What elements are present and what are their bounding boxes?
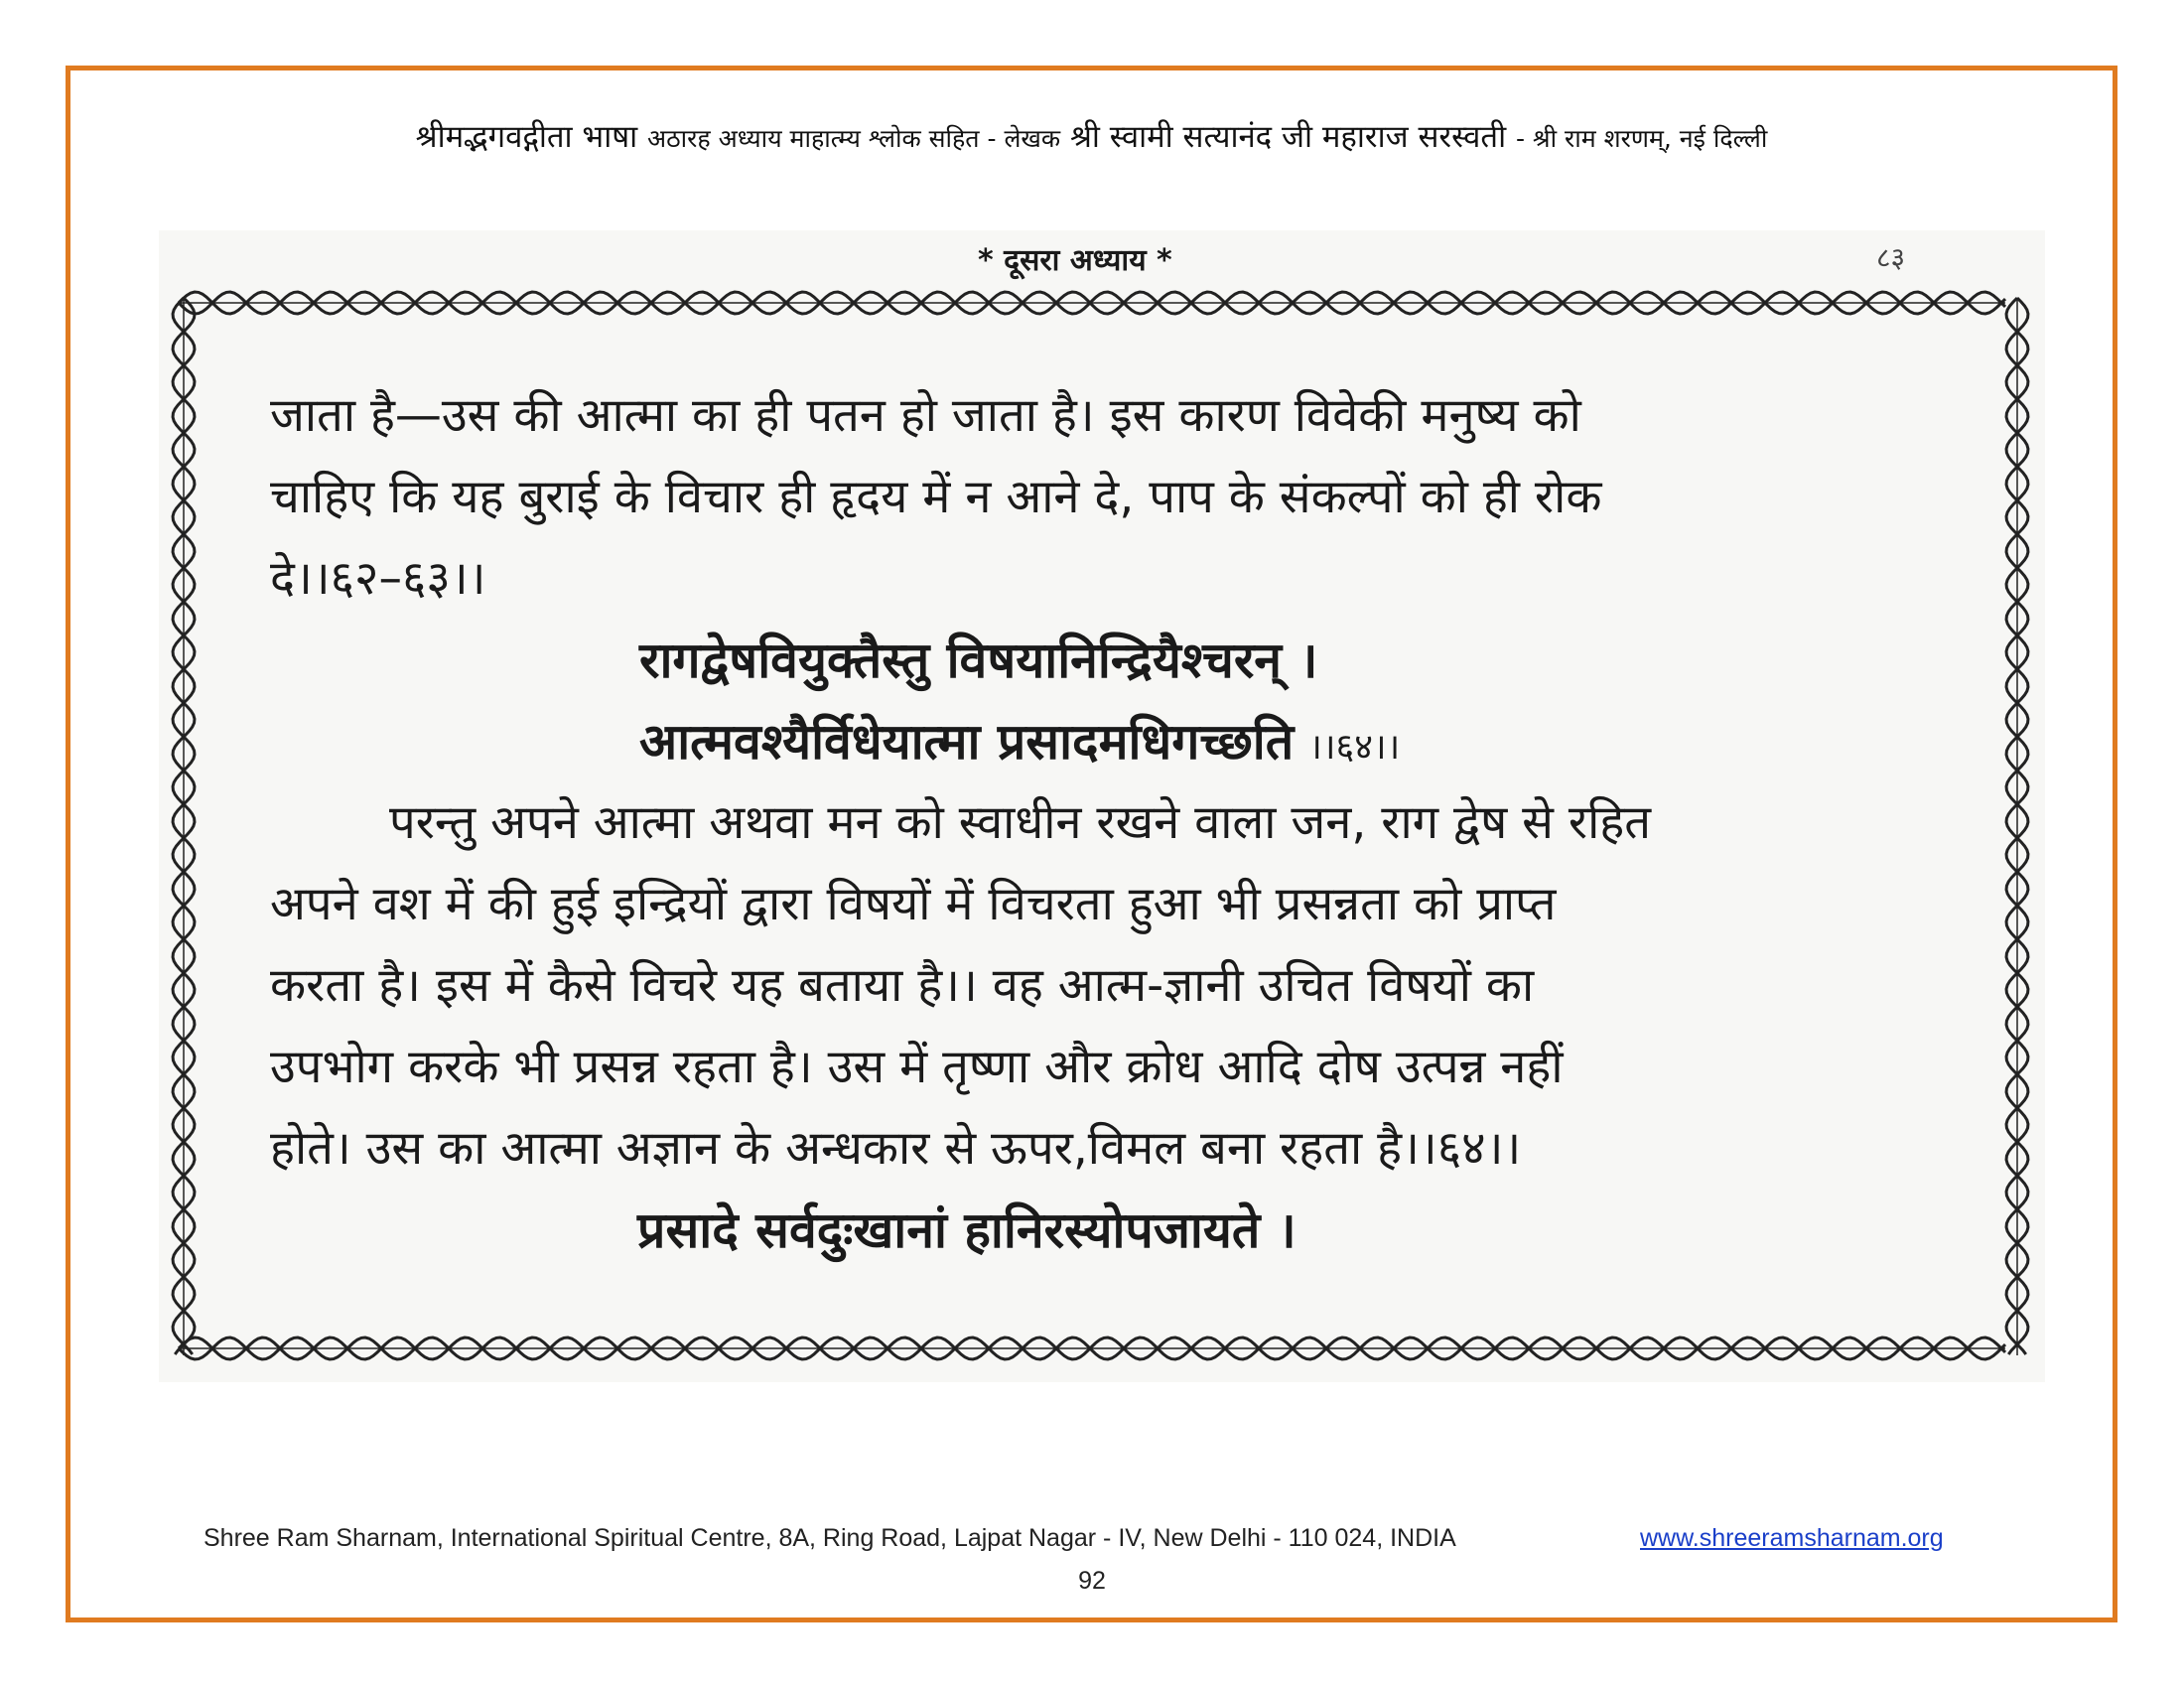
text-line: चाहिए कि यह बुराई के विचार ही हृदय में न आने दे, पाप के संकल्पों को ही रोक	[270, 470, 1602, 524]
chapter-heading: * दूसरा अध्याय *	[978, 243, 1172, 278]
verse-65-line-1: प्रसादे सर्वदुःखानां हानिरस्योपजायते ।	[637, 1201, 1297, 1259]
verse-number: ।।६४।।	[1308, 727, 1401, 768]
website-link[interactable]: www.shreeramsharnam.org	[1640, 1524, 1944, 1552]
verse-64-line-1: रागद्वेषवियुक्तैस्तु विषयानिन्द्रियैश्चरन् ।	[639, 632, 1318, 689]
text-line: परन्तु अपने आत्मा अथवा मन को स्वाधीन रखने वाला जन, राग द्वेष से रहित	[389, 795, 1652, 850]
verse-64-line-2-wrap	[270, 701, 1938, 782]
text-line: जाता है—उस की आत्मा का ही पतन हो जाता है। इस कारण विवेकी मनुष्य को	[270, 388, 1581, 443]
text-line: अपने वश में की हुई इन्द्रियों द्वारा विषयों में विचरता हुआ भी प्रसन्नता को प्राप्त	[270, 877, 1557, 931]
header-title-main: श्रीमद्भगवद्गीता भाषा	[415, 119, 638, 155]
header-publisher: - श्री राम शरणम्, नई दिल्ली	[1515, 124, 1768, 153]
text-line: होते। उस का आत्मा अज्ञान के अन्धकार से ऊपर,विमल बना रहता है।।६४।।	[270, 1121, 1522, 1176]
text-line: उपभोग करके भी प्रसन्न रहता है। उस में तृष्णा और क्रोध आदि दोष उत्पन्न नहीं	[270, 1040, 1564, 1094]
header-subtitle: अठारह अध्याय माहात्म्य श्लोक सहित - लेखक	[647, 124, 1061, 153]
text-line: करता है। इस में कैसे विचरे यह बताया है।। वह आत्म-ज्ञानी उचित विषयों का	[270, 958, 1535, 1013]
scripture-text	[270, 375, 1938, 1271]
header-author: श्री स्वामी सत्यानंद जी महाराज सरस्वती	[1069, 119, 1507, 155]
footer-address: Shree Ram Sharnam, International Spiritual Centre, 8A, Ring Road, Lajpat Nagar - IV, New Delhi - 110 024, INDIA	[204, 1524, 1456, 1552]
printed-page-number: ८३	[1876, 241, 1906, 274]
verse-64-line-2: आत्मवश्यैर्विधेयात्मा प्रसादमधिगच्छति	[639, 713, 1295, 771]
text-line: दे।।६२–६३।।	[270, 551, 486, 606]
page-number: 92	[1078, 1567, 1106, 1595]
